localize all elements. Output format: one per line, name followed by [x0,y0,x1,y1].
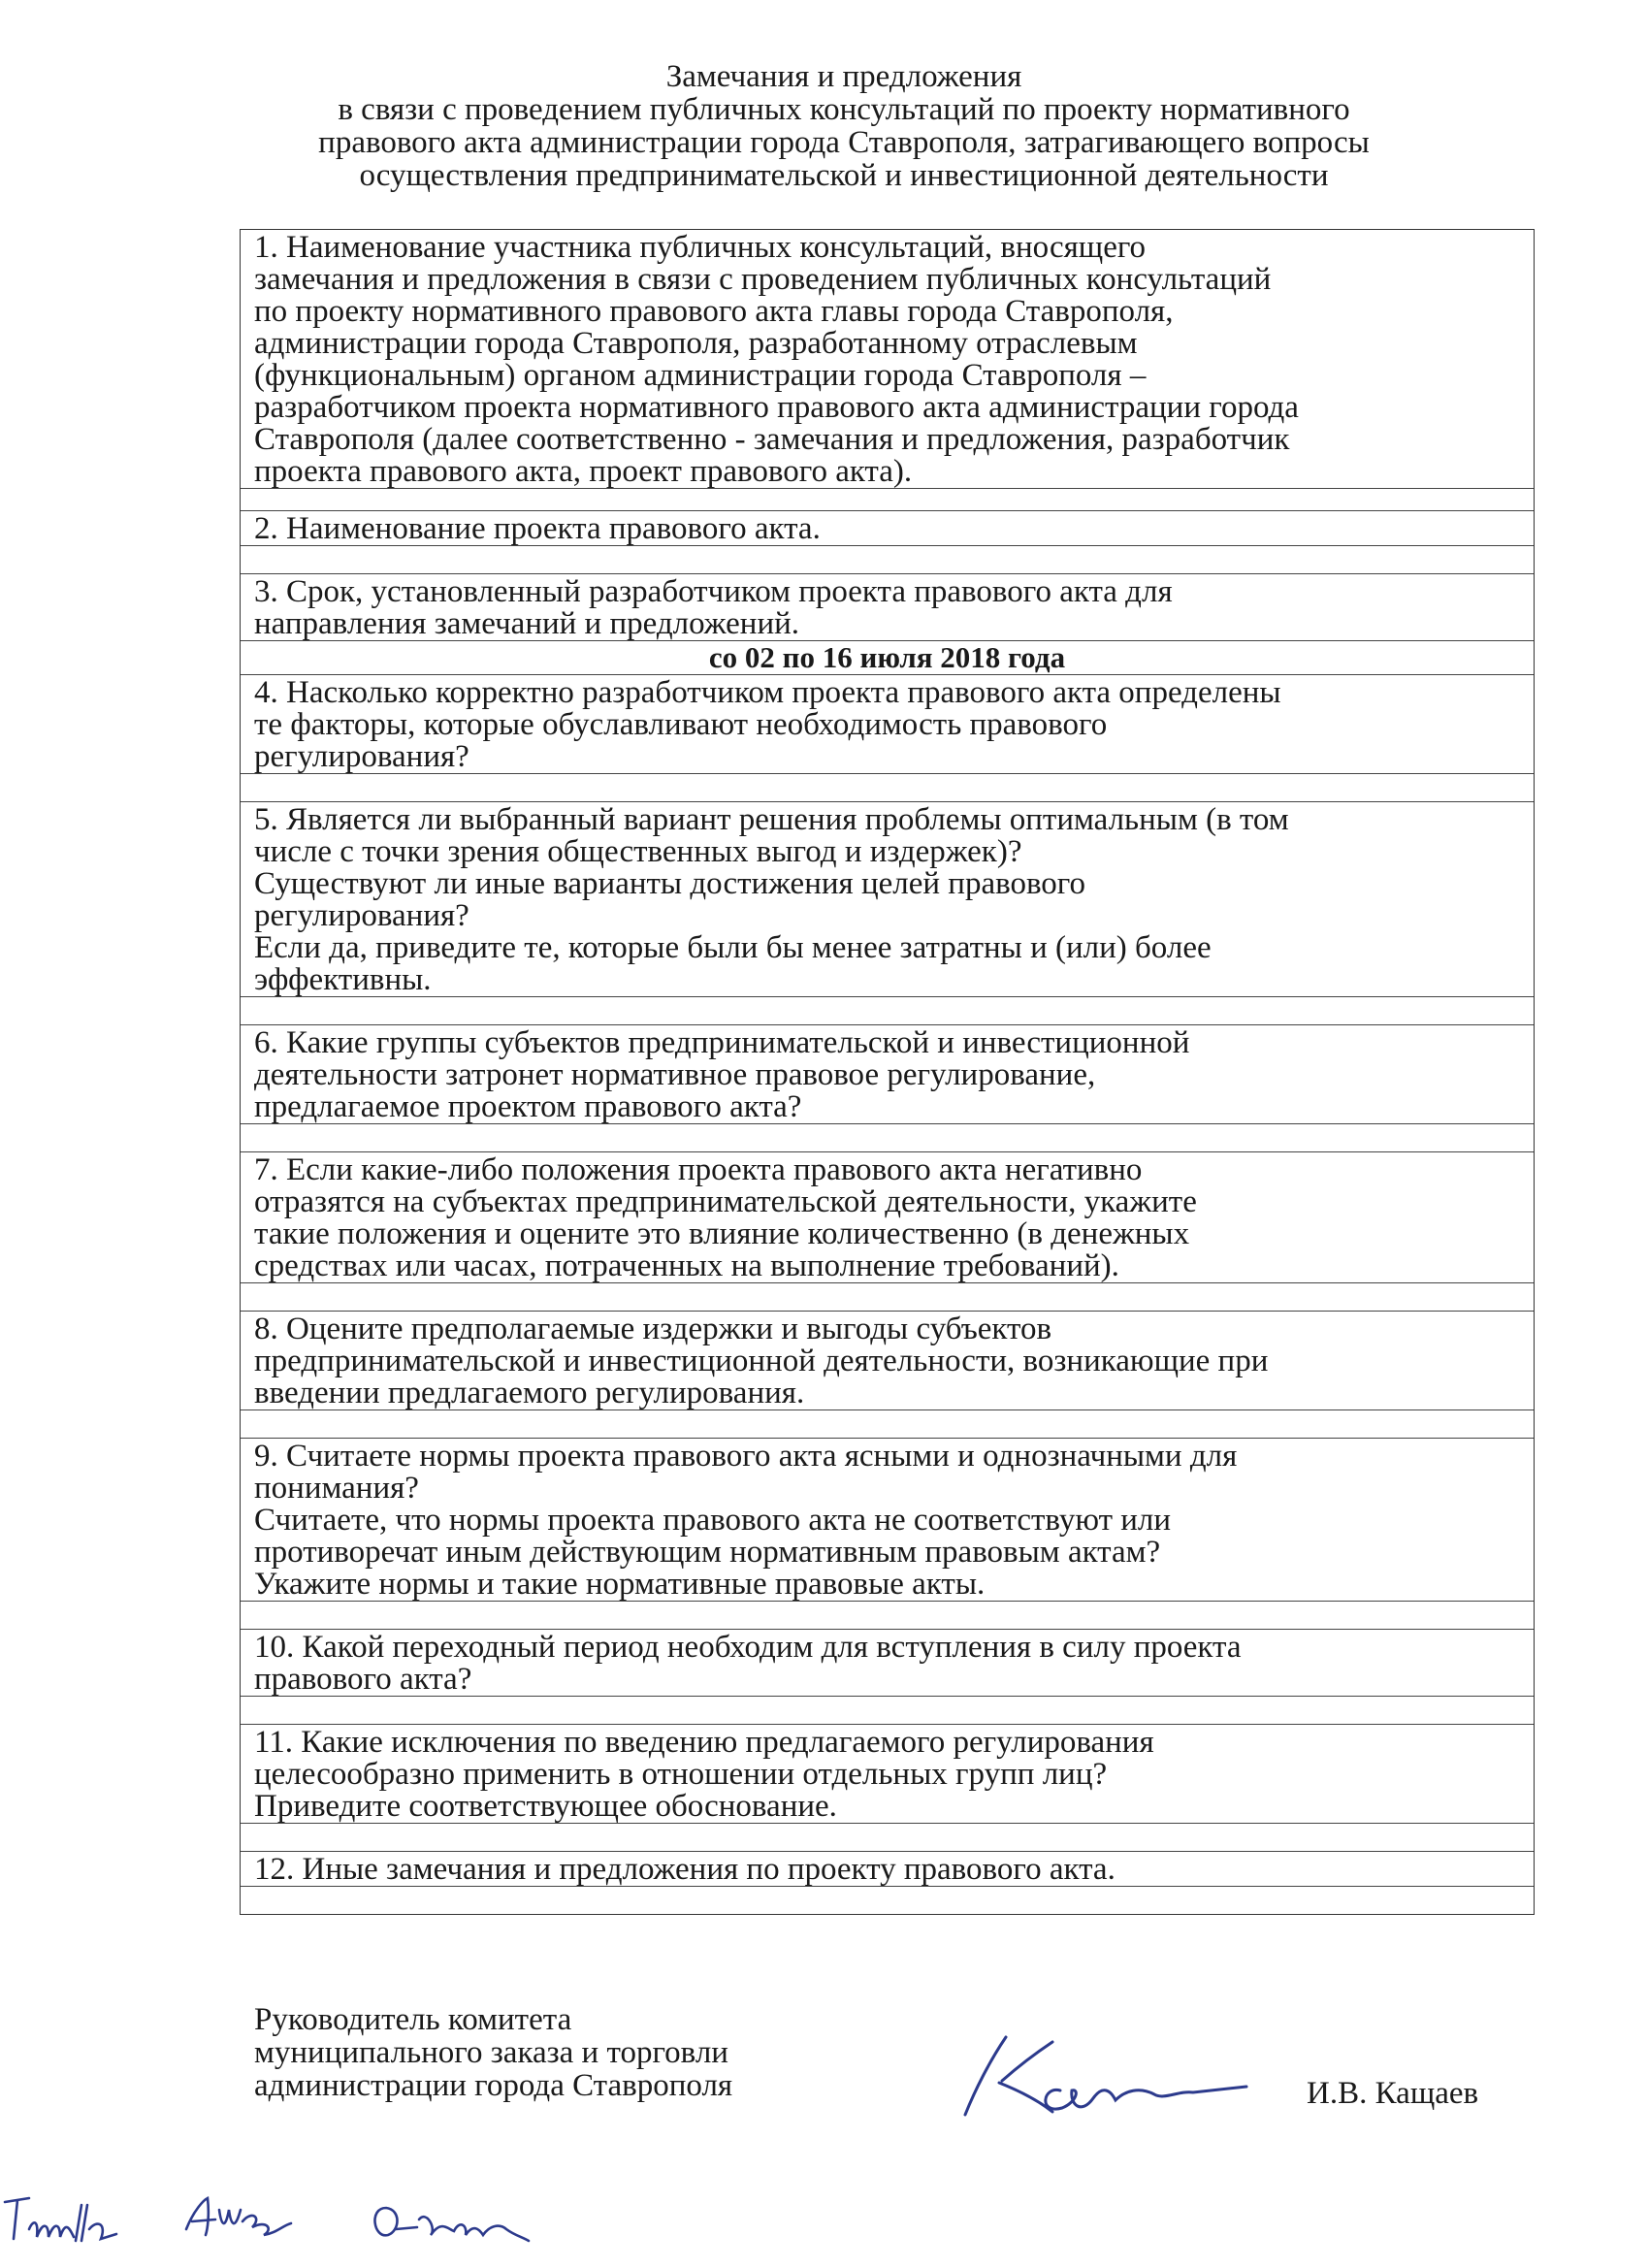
heading-line: в связи с проведением публичных консультаций по проекту нормативного [338,92,1350,127]
question-line: предпринимательской и инвестиционной деятельности, возникающие при [254,1344,1269,1378]
question-9 [241,1439,1534,1602]
signatory-name: И.В. Кащаев [1307,2076,1479,2111]
question-line: 11. Какие исключения по введению предлагаемого регулирования [254,1725,1154,1760]
question-line: 3. Срок, установленный разработчиком проекта правового акта для [254,574,1173,609]
answer-field-2[interactable] [241,546,1534,574]
question-6 [241,1025,1534,1124]
question-line: 2. Наименование проекта правового акта. [254,511,821,546]
question-line: администрации города Ставрополя, разработанному отраслевым [254,326,1138,361]
question-line: отразятся на субъектах предпринимательской деятельности, укажите [254,1184,1197,1219]
question-2 [241,511,1534,546]
question-line: Считаете, что нормы проекта правового акта не соответствуют или [254,1503,1172,1538]
position-line: администрации города Ставрополя [254,2068,733,2103]
question-line: замечания и предложения в связи с проведением публичных консультаций [254,262,1272,297]
question-line: те факторы, которые обуславливают необходимость правового [254,707,1108,742]
question-line: Существуют ли иные варианты достижения целей правового [254,866,1086,901]
answer-field-5[interactable] [241,997,1534,1025]
question-line: 5. Является ли выбранный вариант решения проблемы оптимальным (в том [254,802,1289,837]
heading-line: правового акта администрации города Ставрополя, затрагивающего вопросы [318,125,1370,160]
question-line: противоречат иным действующим нормативным правовым актам? [254,1535,1161,1570]
deadline-value: со 02 по 16 июля 2018 года [241,641,1534,675]
question-line: такие положения и оцените это влияние количественно (в денежных [254,1216,1190,1251]
document-heading [175,60,1513,192]
question-4 [241,675,1534,774]
question-line: понимания? [254,1471,419,1506]
question-line: (функциональным) органом администрации города Ставрополя – [254,358,1147,393]
question-line: целесообразно применить в отношении отдельных групп лиц? [254,1757,1108,1792]
question-line: Если да, приведите те, которые были бы менее затратны и (или) более [254,930,1212,965]
answer-field-10[interactable] [241,1697,1534,1725]
signatory-position [254,2003,732,2102]
question-line: регулирования? [254,898,469,933]
answer-field-9[interactable] [241,1602,1534,1630]
question-line: числе с точки зрения общественных выгод и издержек)? [254,834,1022,869]
question-line: разработчиком проекта нормативного правового акта администрации города [254,390,1299,425]
question-line: Приведите соответствующее обоснование. [254,1789,837,1824]
question-3 [241,574,1534,641]
answer-field-4[interactable] [241,774,1534,802]
position-line: Руководитель комитета [254,2002,572,2037]
question-line: 12. Иные замечания и предложения по проекту правового акта. [254,1852,1116,1887]
question-7 [241,1152,1534,1283]
question-line: Ставрополя (далее соответственно - замечания и предложения, разработчик [254,422,1290,457]
question-line: 7. Если какие-либо положения проекта правового акта негативно [254,1152,1143,1187]
question-line: эффективны. [254,962,432,997]
answer-field-11[interactable] [241,1824,1534,1852]
question-line: введении предлагаемого регулирования. [254,1376,805,1410]
answer-field-8[interactable] [241,1410,1534,1439]
question-1 [241,230,1534,489]
question-line: проекта правового акта, проект правового акта). [254,454,913,489]
handwritten-initials [0,2181,543,2258]
question-line: 10. Какой переходный период необходим для вступления в силу проекта [254,1630,1242,1665]
handwritten-signature [946,2023,1266,2129]
question-8 [241,1312,1534,1410]
question-5 [241,802,1534,997]
answer-field-6[interactable] [241,1124,1534,1152]
question-10 [241,1630,1534,1697]
question-line: правового акта? [254,1662,472,1697]
question-line: 8. Оцените предполагаемые издержки и выгоды субъектов [254,1312,1052,1346]
question-line: средствах или часах, потраченных на выполнение требований). [254,1248,1119,1283]
question-11 [241,1725,1534,1824]
answer-field-7[interactable] [241,1283,1534,1312]
position-line: муниципального заказа и торговли [254,2035,728,2070]
question-12 [241,1852,1534,1887]
question-line: деятельности затронет нормативное правовое регулирование, [254,1057,1096,1092]
question-line: 6. Какие группы субъектов предпринимательской и инвестиционной [254,1025,1190,1060]
question-line: 1. Наименование участника публичных консультаций, вносящего [254,230,1147,265]
questions-table [240,229,1535,1915]
answer-field-12[interactable] [241,1887,1534,1914]
heading-line: Замечания и предложения [665,59,1022,94]
answer-field-1[interactable] [241,489,1534,511]
question-line: 9. Считаете нормы проекта правового акта ясными и однозначными для [254,1439,1238,1474]
question-line: Укажите нормы и такие нормативные правовые акты. [254,1567,986,1602]
question-line: по проекту нормативного правового акта главы города Ставрополя, [254,294,1174,329]
question-line: регулирования? [254,739,469,774]
heading-line: осуществления предпринимательской и инвестиционной деятельности [359,158,1329,193]
question-line: предлагаемое проектом правового акта? [254,1089,802,1124]
question-line: направления замечаний и предложений. [254,606,800,641]
question-line: 4. Насколько корректно разработчиком проекта правового акта определены [254,675,1281,710]
